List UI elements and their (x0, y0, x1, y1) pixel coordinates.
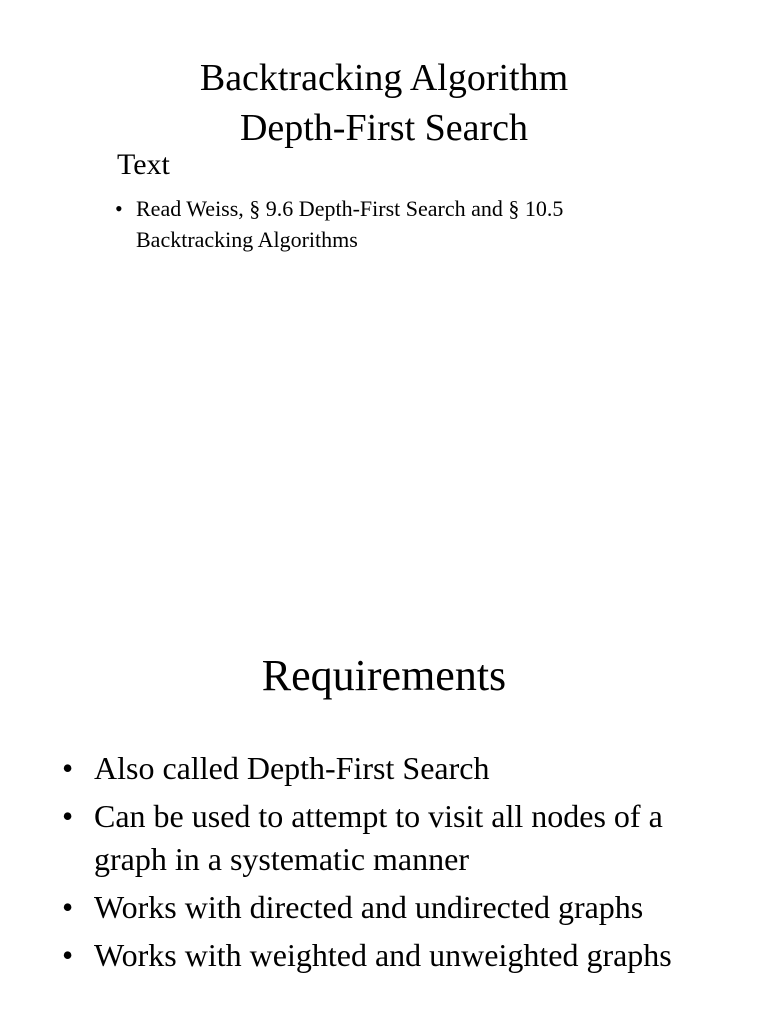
bullet-icon: • (62, 750, 74, 786)
slide-title: Requirements (261, 651, 507, 700)
list-item (62, 747, 742, 790)
bullet-icon: • (62, 889, 74, 925)
section-heading-text: Text (117, 148, 170, 181)
bullet-icon: • (62, 798, 74, 834)
list-item-text: Also called Depth-First Search (94, 750, 490, 786)
slide-requirements (0, 512, 768, 1024)
bullet-icon: • (115, 196, 123, 221)
slide-title-line-2: Depth-First Search (239, 107, 529, 149)
list-item-text: Works with directed and undirected graphs (94, 889, 644, 925)
bullet-icon: • (62, 937, 74, 973)
list-item (62, 886, 742, 929)
reading-list (115, 193, 675, 255)
slide-title-line-1: Backtracking Algorithm (199, 57, 569, 99)
requirements-list (62, 747, 742, 982)
list-item-text: Read Weiss, § 9.6 Depth-First Search and § 10.5 Backtracking Algorithms (136, 196, 564, 252)
list-item (115, 193, 675, 255)
list-item-text: Works with weighted and unweighted graphs (94, 937, 672, 973)
list-item (62, 795, 742, 881)
list-item (62, 934, 742, 977)
list-item-text: Can be used to attempt to visit all nodes of a graph in a systematic manner (94, 798, 663, 877)
